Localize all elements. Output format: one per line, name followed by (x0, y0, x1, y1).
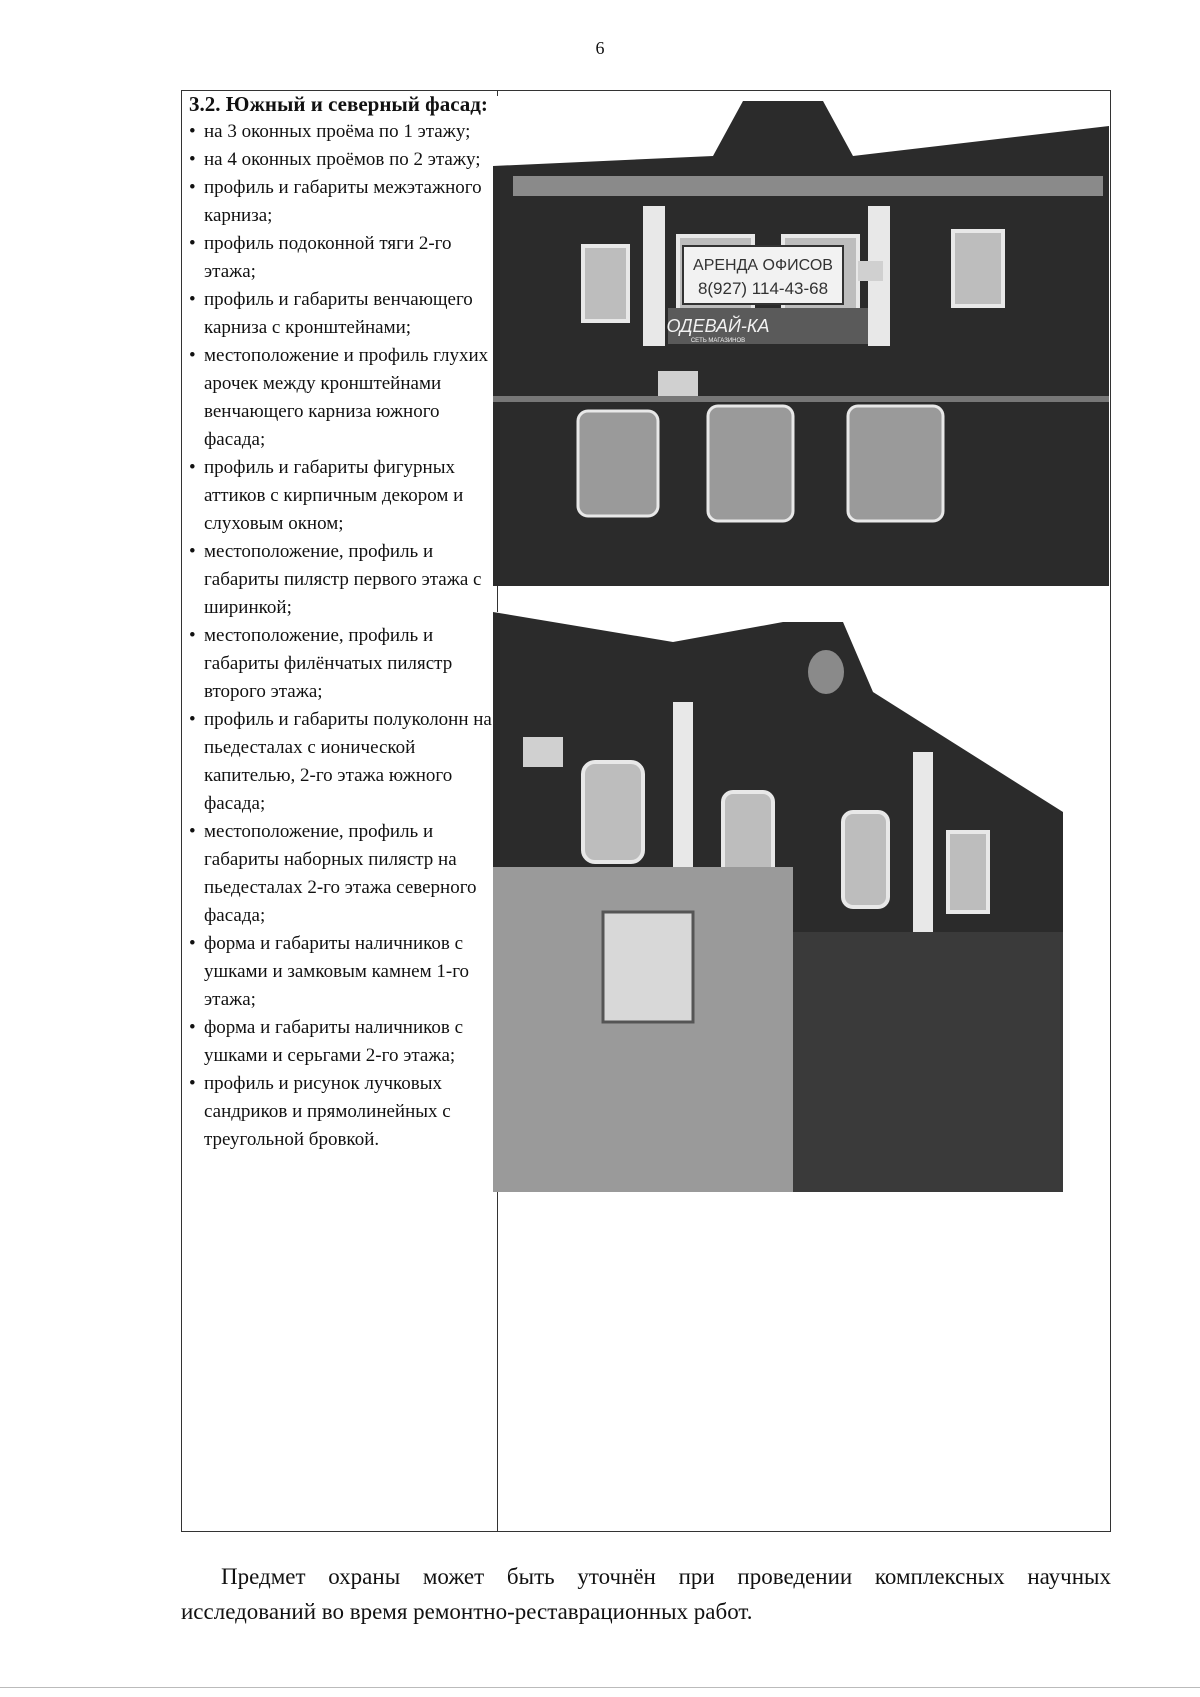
list-item: • профиль и габариты фигурных аттиков с кирпичным декором и слуховым окном; (189, 454, 494, 538)
features-column (189, 90, 494, 1154)
sign-line2: 8(927) 114-43-68 (697, 279, 829, 298)
list-item: • профиль подоконной тяги 2-го этажа; (189, 230, 494, 286)
list-item: • местоположение и профиль глухих арочек между кронштейнами венчающего карниза южного фасада; (189, 342, 494, 454)
list-item: • форма и габариты наличников с ушками и серьгами 2-го этажа; (189, 1014, 494, 1070)
footer-paragraph: Предмет охраны может быть уточнён при проведении комплексных научных исследований во время ремонтно-реставрационных работ. (181, 1564, 1111, 1624)
bottom-rule (0, 1687, 1200, 1688)
list-item: • профиль и рисунок лучковых сандриков и прямолинейных с треугольной бровкой. (189, 1070, 494, 1154)
list-item: • местоположение, профиль и габариты пилястр первого этажа с ширинкой; (189, 538, 494, 622)
list-item: • профиль и габариты межэтажного карниза; (189, 174, 494, 230)
list-item: • местоположение, профиль и габариты наборных пилястр на пьедесталах 2-го этажа северного фасада; (189, 818, 494, 930)
north-facade-photo (493, 612, 1109, 1192)
shop-sign: ОДЕВАЙ-КА (666, 316, 770, 336)
section-title: 3.2. Южный и северный фасад: (189, 92, 488, 116)
features-list (189, 118, 494, 1154)
list-item: • профиль и габариты полуколонн на пьедесталах с ионической капителью, 2-го этажа южного фасада; (189, 706, 494, 818)
list-item: • на 4 оконных проёмов по 2 этажу; (189, 146, 494, 174)
south-facade-photo (493, 96, 1109, 586)
list-item: • профиль и габариты венчающего карниза с кронштейнами; (189, 286, 494, 342)
sign-line1: АРЕНДА ОФИСОВ (693, 257, 833, 274)
list-item: • местоположение, профиль и габариты филёнчатых пилястр второго этажа; (189, 622, 494, 706)
shop-sign-sub: СЕТЬ МАГАЗИНОВ (690, 338, 746, 344)
list-item: • форма и габариты наличников с ушками и замковым камнем 1-го этажа; (189, 930, 494, 1014)
page-number: 6 (595, 38, 605, 58)
list-item: • на 3 оконных проёма по 1 этажу; (189, 118, 494, 146)
